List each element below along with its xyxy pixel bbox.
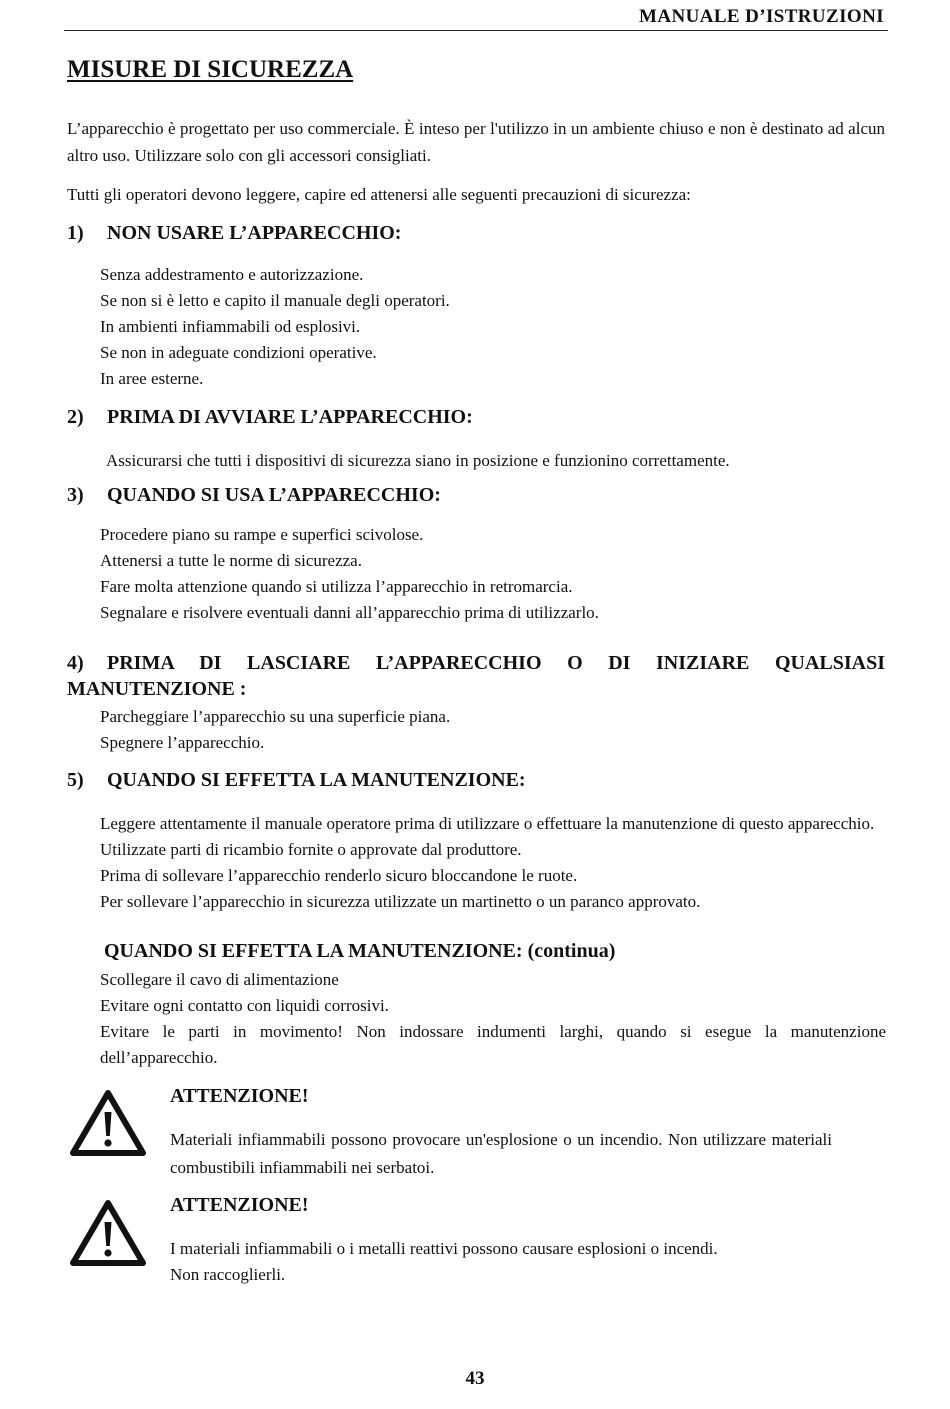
section-list: [100, 262, 886, 392]
section-title: NON USARE L’APPARECCHIO:: [107, 222, 402, 244]
section-heading: [67, 406, 885, 429]
section-heading: [67, 769, 885, 792]
list-item: Prima di sollevare l’apparecchio renderlo sicuro bloccandone le ruote.: [100, 866, 578, 885]
section-title: QUANDO SI EFFETTA LA MANUTENZIONE:: [107, 769, 526, 791]
intro-paragraph: L’apparecchio è progettato per uso commerciale. È inteso per l'utilizzo in un ambiente chiuso e non è destinato ad alcun altro uso. Utilizzare solo con gli accessori consigliati.: [67, 119, 885, 165]
section-number: 1): [67, 222, 84, 244]
list-item: Scollegare il cavo di alimentazione: [100, 970, 339, 989]
section-heading: [67, 650, 885, 702]
warning-triangle-icon: [70, 1200, 146, 1266]
section-list: [100, 704, 886, 756]
warning-text: [170, 1236, 870, 1288]
section-list: [100, 522, 886, 626]
page-header: [64, 4, 888, 31]
section-number: 4): [67, 652, 84, 674]
list-item: Per sollevare l’apparecchio in sicurezza utilizzate un martinetto o un paranco approvato.: [100, 892, 701, 911]
section-list: [100, 967, 886, 1071]
warning-title: ATTENZIONE!: [170, 1194, 309, 1216]
intro-paragraph: Tutti gli operatori devono leggere, capire ed attenersi alle seguenti precauzioni di sicurezza:: [67, 185, 691, 204]
header-title: MANUALE D’ISTRUZIONI: [639, 6, 884, 27]
list-item: Assicurarsi che tutti i dispositivi di sicurezza siano in posizione e funzionino correttamente.: [106, 451, 730, 470]
warning-triangle-icon: [70, 1090, 146, 1156]
list-item: Spegnere l’apparecchio.: [100, 733, 265, 752]
list-item: Procedere piano su rampe e superfici scivolose.: [100, 525, 424, 544]
section-list: [106, 448, 892, 474]
list-item: Se non in adeguate condizioni operative.: [100, 343, 377, 362]
list-item: Evitare ogni contatto con liquidi corrosivi.: [100, 996, 389, 1015]
warning-line: I materiali infiammabili o i metalli reattivi possono causare esplosioni o incendi.: [170, 1239, 718, 1258]
section-list: [100, 811, 886, 915]
list-item: Utilizzate parti di ricambio fornite o approvate dal produttore.: [100, 840, 522, 859]
warning-line: Non raccoglierli.: [170, 1265, 286, 1284]
list-item: Parcheggiare l’apparecchio su una superficie piana.: [100, 707, 451, 726]
section-number: 2): [67, 406, 84, 428]
section-title: QUANDO SI USA L’APPARECCHIO:: [107, 484, 441, 506]
list-item: Evitare le parti in movimento! Non indossare indumenti larghi, quando si esegue la manutenzione dell’apparecchio.: [100, 1022, 886, 1067]
section-title: PRIMA DI LASCIARE L’APPARECCHIO O DI INIZIARE QUALSIASI MANUTENZIONE :: [67, 652, 885, 700]
list-item: Se non si è letto e capito il manuale degli operatori.: [100, 291, 450, 310]
list-item: In aree esterne.: [100, 369, 204, 388]
section-title: PRIMA DI AVVIARE L’APPARECCHIO:: [107, 406, 473, 428]
list-item: Segnalare e risolvere eventuali danni all’apparecchio prima di utilizzarlo.: [100, 603, 599, 622]
section-heading: [67, 222, 885, 245]
page-number: 43: [465, 1368, 485, 1389]
list-item: Attenersi a tutte le norme di sicurezza.: [100, 551, 362, 570]
list-item: Senza addestramento e autorizzazione.: [100, 265, 364, 284]
section-heading: [67, 484, 885, 507]
warning-title: ATTENZIONE!: [170, 1085, 309, 1107]
section-continued-heading: QUANDO SI EFFETTA LA MANUTENZIONE: (continua): [104, 940, 616, 962]
list-item: Fare molta attenzione quando si utilizza l’apparecchio in retromarcia.: [100, 577, 573, 596]
list-item: In ambienti infiammabili od esplosivi.: [100, 317, 361, 336]
page-title: MISURE DI SICUREZZA: [67, 56, 354, 83]
list-item: Leggere attentamente il manuale operatore prima di utilizzare o effettuare la manutenzione di questo apparecchio.: [100, 814, 875, 833]
section-number: 5): [67, 769, 84, 791]
warning-text: Materiali infiammabili possono provocare un'esplosione o un incendio. Non utilizzare materiali combustibili infiammabili nei serbatoi.: [170, 1130, 832, 1177]
section-number: 3): [67, 484, 84, 506]
